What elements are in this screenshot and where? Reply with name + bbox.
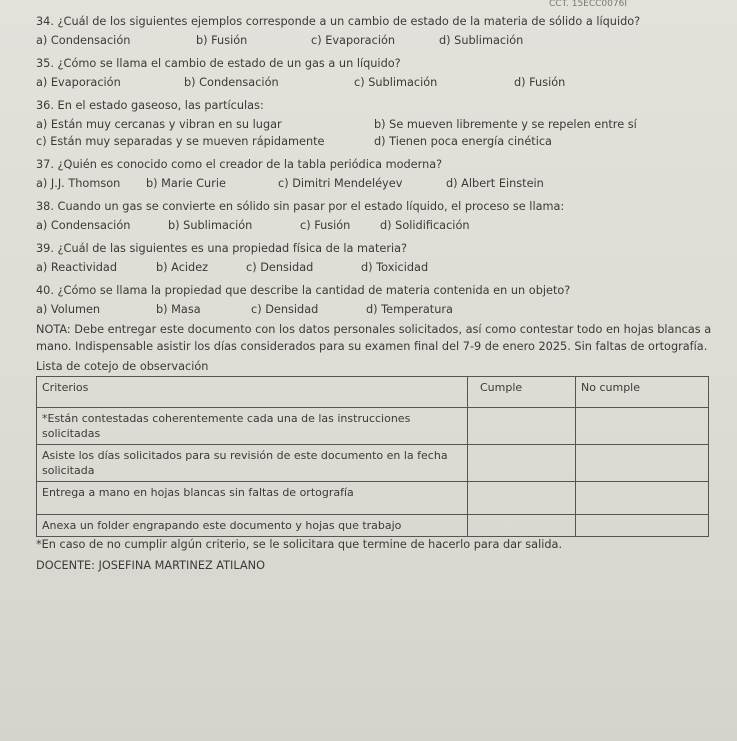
cumple-cell[interactable]	[468, 408, 576, 445]
table-row	[37, 445, 709, 482]
option-d[interactable]: d) Sublimación	[439, 34, 524, 47]
question-35	[36, 56, 721, 90]
option-d[interactable]: d) Albert Einstein	[446, 177, 544, 190]
question-text: 38. Cuando un gas se convierte en sólido sin pasar por el estado líquido, el proceso se llama:	[36, 200, 565, 213]
option-b[interactable]: b) Acidez	[156, 261, 209, 274]
options	[36, 260, 721, 275]
options	[36, 302, 721, 317]
options	[36, 75, 721, 90]
instructions-note: NOTA: Debe entregar este documento con los datos personales solicitados, así como contestar todo en hojas blancas a mano. Indispensable asistir los días considerados para su examen final del 7-9 de enero 2025. Sin faltas de ortografía.	[36, 323, 712, 353]
header-criterios: Criterios	[37, 377, 468, 408]
no-cumple-cell[interactable]	[576, 515, 709, 537]
option-b[interactable]: b) Condensación	[184, 76, 279, 89]
option-c[interactable]: c) Densidad	[251, 303, 319, 316]
question-text: 35. ¿Cómo se llama el cambio de estado de un gas a un líquido?	[36, 57, 401, 70]
option-a[interactable]: a) Evaporación	[36, 76, 121, 89]
table-row	[37, 482, 709, 515]
criterion-text: Anexa un folder engrapando este documento y hojas que trabajo	[37, 515, 468, 537]
options	[36, 218, 721, 233]
question-38	[36, 199, 721, 233]
header-no-cumple: No cumple	[576, 377, 709, 408]
question-text: 37. ¿Quién es conocido como el creador de la tabla periódica moderna?	[36, 158, 443, 171]
criterion-text: *Están contestadas coherentemente cada una de las instrucciones solicitadas	[37, 408, 468, 445]
option-a[interactable]: a) Volumen	[36, 303, 101, 316]
option-a[interactable]: a) Condensación	[36, 219, 131, 232]
question-text: 36. En el estado gaseoso, las partículas:	[36, 99, 264, 112]
no-cumple-cell[interactable]	[576, 482, 709, 515]
question-text: 34. ¿Cuál de los siguientes ejemplos corresponde a un cambio de estado de la materia de sólido a líquido?	[36, 15, 641, 28]
question-39	[36, 241, 721, 275]
option-c[interactable]: c) Están muy separadas y se mueven rápidamente	[36, 135, 325, 148]
question-40	[36, 283, 721, 317]
table-row	[37, 515, 709, 537]
option-c[interactable]: c) Evaporación	[311, 34, 396, 47]
criterion-text: Asiste los días solicitados para su revisión de este documento en la fecha solicitada	[37, 445, 468, 482]
options-row-2	[36, 134, 721, 149]
header-cumple: Cumple	[468, 377, 576, 408]
cumple-cell[interactable]	[468, 482, 576, 515]
option-d[interactable]: d) Toxicidad	[361, 261, 429, 274]
no-cumple-cell[interactable]	[576, 445, 709, 482]
no-cumple-cell[interactable]	[576, 408, 709, 445]
option-b[interactable]: b) Fusión	[196, 34, 248, 47]
options	[36, 33, 721, 48]
option-a[interactable]: a) J.J. Thomson	[36, 177, 121, 190]
question-36	[36, 98, 721, 149]
option-d[interactable]: d) Temperatura	[366, 303, 453, 316]
table-header-row	[37, 377, 709, 408]
checklist-title: Lista de cotejo de observación	[36, 360, 209, 373]
question-text: 40. ¿Cómo se llama la propiedad que describe la cantidad de materia contenida en un objeto?	[36, 284, 571, 297]
option-d[interactable]: d) Tienen poca energía cinética	[374, 135, 552, 148]
option-a[interactable]: a) Condensación	[36, 34, 131, 47]
option-a[interactable]: a) Reactividad	[36, 261, 118, 274]
option-b[interactable]: b) Sublimación	[168, 219, 253, 232]
question-37	[36, 157, 721, 191]
cumple-cell[interactable]	[468, 445, 576, 482]
options	[36, 176, 721, 191]
option-c[interactable]: c) Sublimación	[354, 76, 438, 89]
checklist-footnote: *En caso de no cumplir algún criterio, se le solicitara que termine de hacerlo para dar salida.	[36, 538, 563, 551]
question-34	[36, 14, 721, 48]
teacher-name: DOCENTE: JOSEFINA MARTINEZ ATILANO	[36, 559, 265, 572]
criterion-text: Entrega a mano en hojas blancas sin faltas de ortografía	[37, 482, 468, 515]
option-c[interactable]: c) Densidad	[246, 261, 314, 274]
checklist-table	[36, 376, 709, 537]
question-text: 39. ¿Cuál de las siguientes es una propiedad física de la materia?	[36, 242, 408, 255]
option-b[interactable]: b) Masa	[156, 303, 201, 316]
option-d[interactable]: d) Fusión	[514, 76, 566, 89]
option-b[interactable]: b) Se mueven libremente y se repelen entre sí	[374, 118, 637, 131]
cumple-cell[interactable]	[468, 515, 576, 537]
option-c[interactable]: c) Dimitri Mendeléyev	[278, 177, 403, 190]
option-b[interactable]: b) Marie Curie	[146, 177, 226, 190]
option-d[interactable]: d) Solidificación	[380, 219, 470, 232]
option-a[interactable]: a) Están muy cercanas y vibran en su lugar	[36, 118, 282, 131]
school-code: CCT. 15ECC0076I	[549, 0, 627, 9]
options-row-1	[36, 117, 721, 132]
option-c[interactable]: c) Fusión	[300, 219, 351, 232]
table-row	[37, 408, 709, 445]
